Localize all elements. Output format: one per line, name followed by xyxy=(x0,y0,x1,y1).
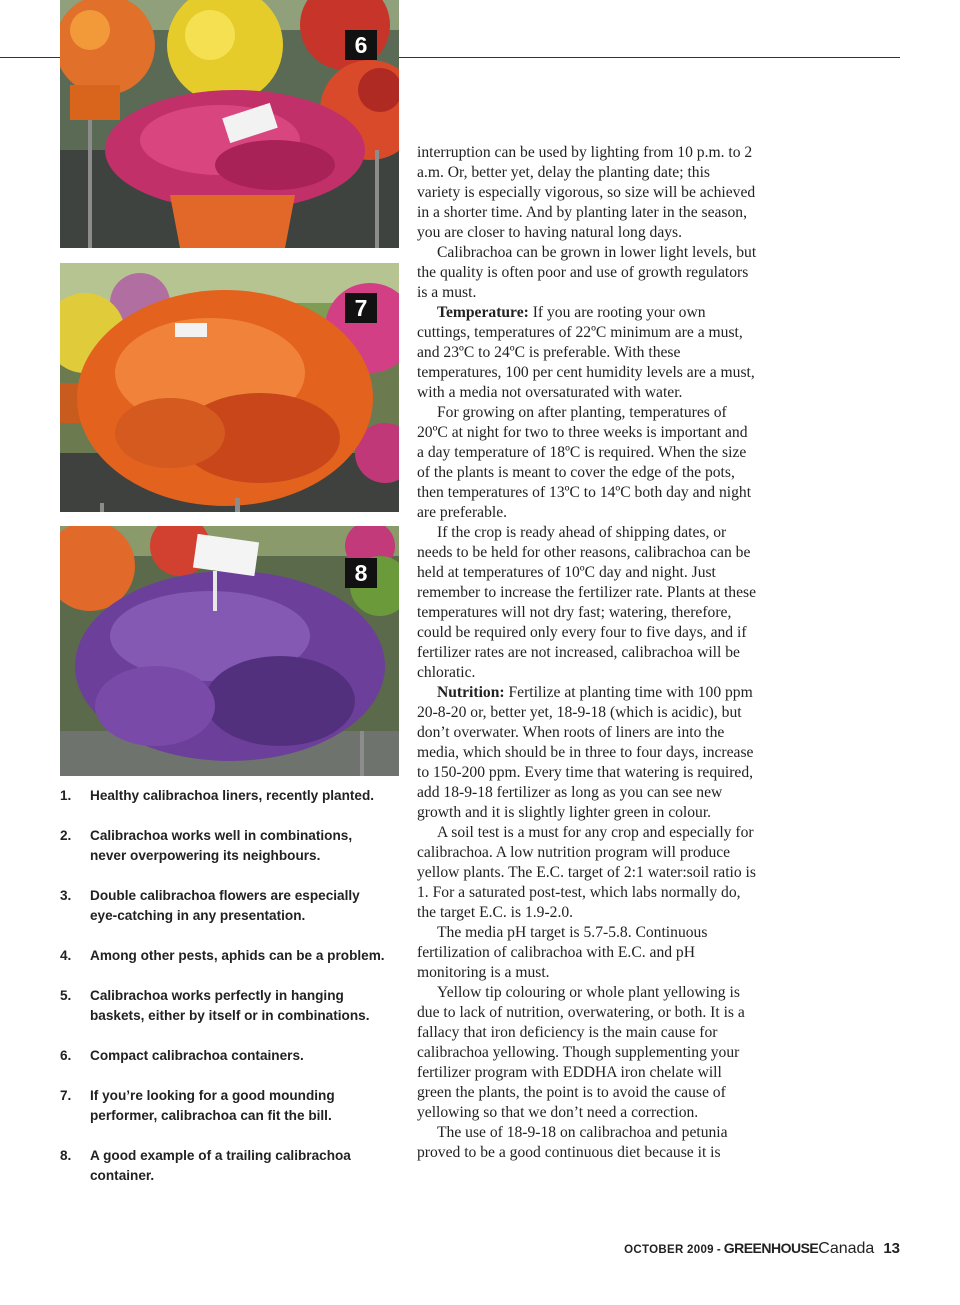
caption-text: A good example of a trailing calibrachoa container. xyxy=(90,1148,351,1183)
paragraph-text: If you are rooting your own cuttings, temperatures of 22ºC minimum are a must, and 23ºC to 24ºC is preferable. With these temperatures, 100 per cent humidity levels are a must, with a media not oversaturated with water. xyxy=(417,304,755,401)
caption-number: 5. xyxy=(60,988,72,1003)
magazine-name: GREENHOUSE xyxy=(723,1240,819,1256)
caption-text: Compact calibrachoa containers. xyxy=(90,1048,304,1063)
caption-number: 4. xyxy=(60,948,72,963)
caption-item xyxy=(60,886,390,926)
issue-date: OCTOBER 2009 xyxy=(624,1244,714,1256)
photo-number-badge: 7 xyxy=(345,293,377,323)
photo-number-badge: 8 xyxy=(345,558,377,588)
caption-item xyxy=(60,986,390,1026)
caption-number: 8. xyxy=(60,1148,72,1163)
caption-text: If you’re looking for a good mounding performer, calibrachoa can fit the bill. xyxy=(90,1088,335,1123)
article-paragraph: The media pH target is 5.7-5.8. Continuous fertilization of calibrachoa with E.C. and pH monitoring is a must. xyxy=(417,924,708,981)
article-paragraph xyxy=(417,683,757,823)
article-paragraph xyxy=(417,303,757,403)
caption-text: Double calibrachoa flowers are especially eye-catching in any presentation. xyxy=(90,888,360,923)
caption-number: 1. xyxy=(60,788,72,803)
caption-text: Calibrachoa works perfectly in hanging baskets, either by itself or in combinations. xyxy=(90,988,370,1023)
article-body xyxy=(417,143,757,1163)
magazine-name-suffix: Canada xyxy=(818,1240,875,1257)
caption-number: 6. xyxy=(60,1048,72,1063)
caption-item xyxy=(60,1146,390,1186)
caption-item xyxy=(60,1086,390,1126)
section-heading-temperature: Temperature: xyxy=(437,304,529,321)
caption-item xyxy=(60,786,390,806)
photo-8 xyxy=(60,526,399,776)
photo-number-badge: 6 xyxy=(345,30,377,60)
caption-item xyxy=(60,826,390,866)
caption-text: Among other pests, aphids can be a problem. xyxy=(90,948,385,963)
page-footer xyxy=(624,1240,900,1258)
caption-number: 7. xyxy=(60,1088,72,1103)
caption-number: 2. xyxy=(60,828,72,843)
photo-captions xyxy=(60,786,390,1206)
article-paragraph: Yellow tip colouring or whole plant yellowing is due to lack of nutrition, overwatering, or both. It is a fallacy that iron deficiency is the main cause for calibrachoa yellowing. Though supplementing your fertilizer program with EDDHA iron chelate will green the plants, the point is to avoid the cause of yellowing so that we don’t need a correction. xyxy=(417,984,745,1121)
footer-separator: - xyxy=(716,1244,721,1256)
article-paragraph: A soil test is a must for any crop and especially for calibrachoa. A low nutrition program will produce yellow plants. The E.C. target of 2:1 water:soil ratio is 1. For a saturated post-test, which labs normally do, the target E.C. is 1.9-2.0. xyxy=(417,824,756,921)
article-paragraph: The use of 18-9-18 on calibrachoa and petunia proved to be a good continuous diet because it is xyxy=(417,1124,728,1161)
article-paragraph: If the crop is ready ahead of shipping dates, or needs to be held for other reasons, calibrachoa can be held at temperatures of 10ºC day and night. Just remember to increase the fertilizer rate. Plants at these temperatures will not dry fast; watering, therefore, could be required only every four to five days, and if fertilizer rates are not increased, calibrachoa will be chloratic. xyxy=(417,524,757,681)
paragraph-text: Fertilize at planting time with 100 ppm 20-8-20 or, better yet, 18-9-18 (which is acidic), but don’t overwater. When roots of liners are into the media, which should be in three to four days, increase to 150-200 ppm. Every time that watering is required, add 18-9-18 fertilizer as long as you can see new growth and it is slightly lighter green in colour. xyxy=(417,684,754,821)
caption-number: 3. xyxy=(60,888,72,903)
photo-7 xyxy=(60,263,399,512)
article-paragraph: interruption can be used by lighting from 10 p.m. to 2 a.m. Or, better yet, delay the planting date; this variety is especially vigorous, so size will be achieved in a shorter time. And by planting later in the season, you are closer to having natural long days. xyxy=(417,144,756,241)
page-number: 13 xyxy=(883,1240,900,1257)
caption-item xyxy=(60,946,390,966)
article-paragraph: For growing on after planting, temperatures of 20ºC at night for two to three weeks is important and a day temperature of 18ºC is required. When the size of the plants is meant to cover the edge of the pots, then temperatures of 13ºC to 14ºC both day and night are preferable. xyxy=(417,404,752,521)
caption-text: Calibrachoa works well in combinations, never overpowering its neighbours. xyxy=(90,828,353,863)
caption-item xyxy=(60,1046,390,1066)
section-heading-nutrition: Nutrition: xyxy=(437,684,505,701)
article-paragraph: Calibrachoa can be grown in lower light levels, but the quality is often poor and use of growth regulators is a must. xyxy=(417,244,757,301)
photo-6 xyxy=(60,0,399,248)
caption-text: Healthy calibrachoa liners, recently planted. xyxy=(90,788,375,803)
